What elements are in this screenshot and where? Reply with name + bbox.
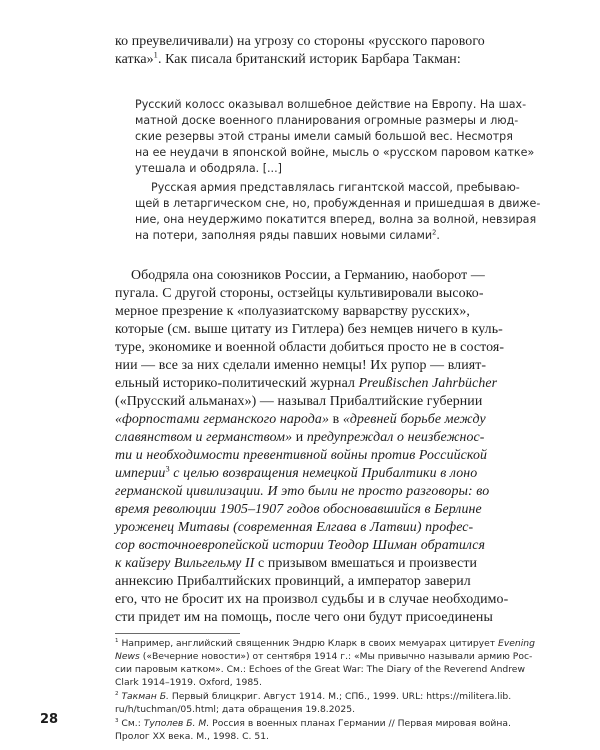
quote-line: щей в летаргическом сне, но, пробужденная и пришедшая в движе- — [135, 197, 541, 210]
text-line: ко преувеличивали) на угрозу со стороны «русского парового — [115, 34, 485, 49]
footnote-line: Clark 1914–1919. Oxford, 1985. — [115, 677, 262, 688]
text-line: империи$^3$ с целью возвращения немецкой Прибалтики в лоно — [115, 464, 478, 481]
text-line: нии — все за них сделали именно немцы! Их рупор — влият- — [115, 358, 487, 373]
text-line: сор восточноевропейской истории Теодор Шиман обратился — [115, 538, 486, 553]
text-line: ельный историко-политический журнал Preußischen Jahrbücher — [115, 376, 498, 391]
footnote-ref: 1 — [153, 50, 158, 60]
footnote-rule — [115, 633, 240, 634]
footnote-line: Пролог XX века. М., 1998. С. 51. — [115, 731, 269, 742]
text-line: уроженец Митавы (современная Елгава в Латвии) профес- — [115, 520, 474, 535]
quote-line: Русская армия представлялась гигантской массой, пребываю- — [151, 181, 520, 194]
footnote-ref: 2 — [432, 228, 437, 237]
footnote-line: $^2$ Такман Б. Первый блицкриг. Август 1914. М.; СПб., 1999. URL: https://militera.lib. — [115, 690, 512, 702]
quote-line: на ее неудачи в японской войне, мысль о «русском паровом катке» — [135, 146, 535, 159]
quote-line: ские резервы этой страны имели самый большой вес. Несмотря — [135, 130, 513, 143]
quote-line: ние, она неудержимо покатится вперед, волна за волной, невзирая — [135, 213, 537, 226]
text-line: «форпостами германского народа» в «древней борьбе между — [115, 412, 486, 427]
text-line: («Прусский альманах») — называл Прибалтийские губернии — [115, 394, 483, 409]
quote-line: матной доске военного планирования огромные размеры и люд- — [135, 114, 519, 127]
text-line: катка»$^1$. Как писала британский историк Барбара Такман: — [115, 50, 461, 67]
text-line: мерное презрение к «полуазиатскому варварству русских», — [115, 304, 470, 319]
text-line: аннексию Прибалтийских провинций, а император заверил — [115, 574, 471, 589]
footnote-line: ru/h/tuchman/05.html; дата обращения 19.8.2025. — [115, 704, 356, 715]
text-line: к кайзеру Вильгельму II с призывом вмешаться и произвести — [115, 556, 478, 571]
quote-line: на потери, заполняя ряды павших новыми силами$^2$. — [135, 228, 440, 242]
footnote-line: сии паровым катком». См.: Echoes of the Great War: The Diary of the Reverend Andrew — [115, 664, 525, 675]
text-line: пугала. С другой стороны, остзейцы культивировали высоко- — [115, 286, 484, 301]
text-line: славянством и германством» и предупреждал о неизбежнос- — [115, 430, 485, 445]
text-line: которые (см. выше цитату из Гитлера) без немцев ничего в куль- — [115, 322, 503, 337]
footnote-line: $^1$ Например, английский священник Эндрю Кларк в своих мемуарах цитирует Evening — [115, 637, 535, 649]
text-line: Ободряла она союзников России, а Германию, наоборот — — [131, 268, 485, 283]
footnote-line: $^3$ См.: Туполев Б. М. Россия в военных планах Германии // Первая мировая война. — [115, 717, 511, 729]
footnote-line: News («Вечерние новости») от сентября 1914 г.: «Мы привычно называли армию Рос- — [115, 651, 533, 662]
page-number: 28 — [40, 712, 59, 727]
quote-line: утешала и ободряла. [...] — [135, 162, 282, 175]
text-line: сти придет им на помощь, после чего они будут присоединены — [115, 610, 493, 625]
footnote-ref: 3 — [165, 464, 170, 474]
quote-line: Русский колосс оказывал волшебное действие на Европу. На шах- — [135, 98, 527, 111]
text-line: германской цивилизации. И это были не просто разговоры: во — [115, 484, 490, 499]
text-line: ти и необходимости превентивной войны против Российской — [115, 448, 488, 463]
text-line: его, что не бросит их на произвол судьбы и в случае необходимо- — [115, 592, 509, 607]
text-line: время революции 1905–1907 годов обосновавшийся в Берлине — [115, 502, 482, 517]
text-line: туре, экономике и военной области добиться просто не в состоя- — [115, 340, 505, 355]
